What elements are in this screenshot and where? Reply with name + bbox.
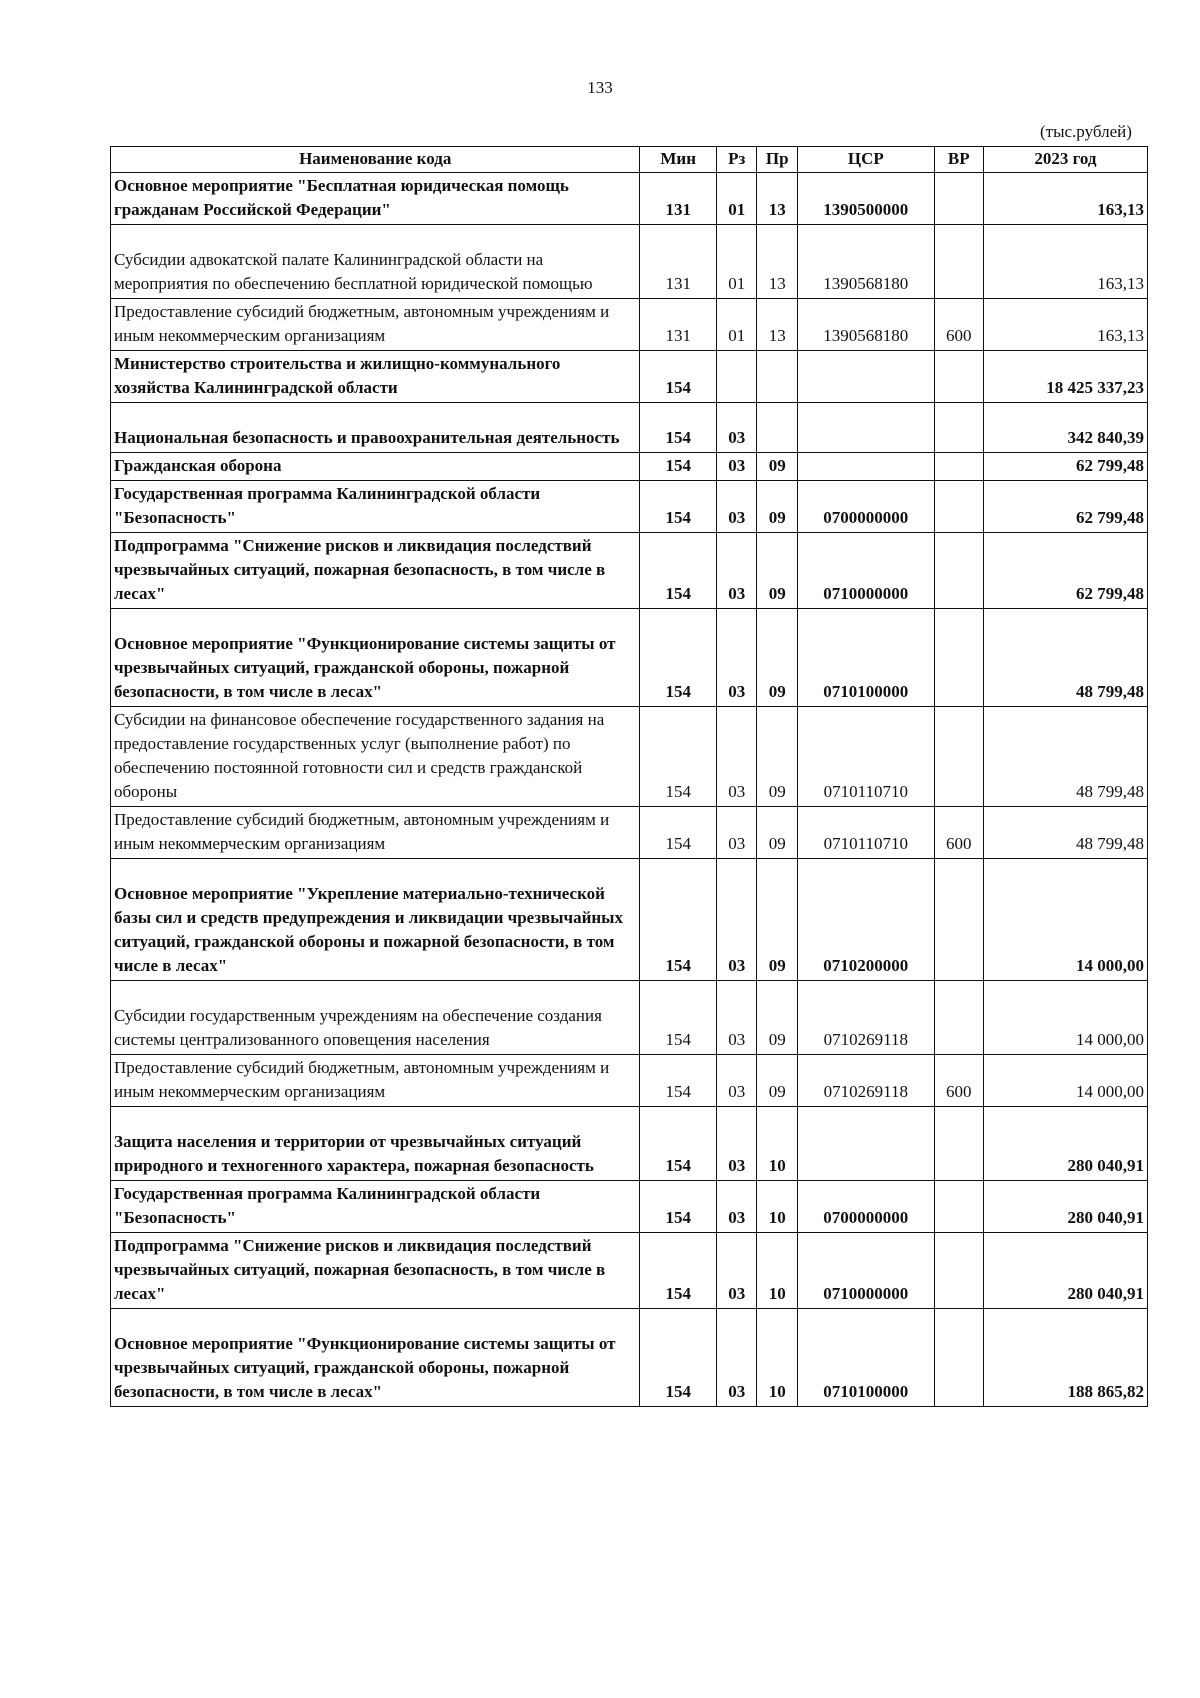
cell-pr: 10 — [757, 1309, 797, 1407]
cell-name: Основное мероприятие "Функционирование системы защиты от чрезвычайных ситуаций, гражданской обороны, пожарной безопасности, в том числе в лесах" — [111, 1309, 640, 1407]
cell-csr: 0700000000 — [797, 1181, 934, 1233]
cell-pr: 09 — [757, 481, 797, 533]
cell-vr — [934, 481, 983, 533]
cell-min: 154 — [640, 807, 717, 859]
table-row — [111, 1233, 1148, 1309]
cell-name: Национальная безопасность и правоохранительная деятельность — [111, 403, 640, 453]
cell-rz: 03 — [717, 1233, 757, 1309]
cell-amount: 62 799,48 — [983, 481, 1147, 533]
units-label: (тыс.рублей) — [1040, 122, 1132, 141]
cell-csr: 0710200000 — [797, 859, 934, 981]
page-number: 133 — [587, 78, 613, 97]
cell-min: 154 — [640, 609, 717, 707]
cell-amount: 163,13 — [983, 173, 1147, 225]
cell-pr: 09 — [757, 453, 797, 481]
cell-amount: 163,13 — [983, 299, 1147, 351]
cell-pr: 09 — [757, 609, 797, 707]
cell-amount: 48 799,48 — [983, 807, 1147, 859]
cell-pr: 09 — [757, 981, 797, 1055]
cell-name: Субсидии адвокатской палате Калининградской области на мероприятия по обеспечению бесплатной юридической помощью — [111, 225, 640, 299]
cell-min: 154 — [640, 1233, 717, 1309]
table-row — [111, 981, 1148, 1055]
cell-pr: 09 — [757, 707, 797, 807]
cell-pr: 09 — [757, 859, 797, 981]
cell-rz: 01 — [717, 299, 757, 351]
table-row — [111, 453, 1148, 481]
cell-name: Основное мероприятие "Укрепление материально-технической базы сил и средств предупреждения и ликвидации чрезвычайных ситуаций, гражданской обороны и пожарной безопасности, в том числе в лесах" — [111, 859, 640, 981]
cell-min: 154 — [640, 707, 717, 807]
cell-min: 154 — [640, 1107, 717, 1181]
cell-amount: 280 040,91 — [983, 1181, 1147, 1233]
cell-amount: 14 000,00 — [983, 981, 1147, 1055]
cell-name: Гражданская оборона — [111, 453, 640, 481]
cell-min: 154 — [640, 859, 717, 981]
table-row — [111, 859, 1148, 981]
cell-vr — [934, 225, 983, 299]
cell-vr — [934, 707, 983, 807]
cell-name: Субсидии государственным учреждениям на обеспечение создания системы централизованного оповещения населения — [111, 981, 640, 1055]
cell-name: Министерство строительства и жилищно-коммунального хозяйства Калининградской области — [111, 351, 640, 403]
cell-amount: 163,13 — [983, 225, 1147, 299]
table-row — [111, 707, 1148, 807]
cell-vr — [934, 1107, 983, 1181]
table-row — [111, 609, 1148, 707]
cell-vr: 600 — [934, 299, 983, 351]
cell-rz: 03 — [717, 453, 757, 481]
cell-csr: 0710000000 — [797, 533, 934, 609]
cell-pr: 13 — [757, 225, 797, 299]
cell-amount: 280 040,91 — [983, 1107, 1147, 1181]
cell-min: 154 — [640, 351, 717, 403]
cell-min: 154 — [640, 981, 717, 1055]
cell-rz: 03 — [717, 981, 757, 1055]
cell-csr: 1390568180 — [797, 299, 934, 351]
cell-rz: 01 — [717, 173, 757, 225]
cell-name: Государственная программа Калининградской области "Безопасность" — [111, 481, 640, 533]
cell-min: 154 — [640, 533, 717, 609]
cell-rz: 03 — [717, 1181, 757, 1233]
cell-vr — [934, 609, 983, 707]
cell-vr — [934, 1233, 983, 1309]
cell-vr — [934, 1309, 983, 1407]
cell-name: Подпрограмма "Снижение рисков и ликвидация последствий чрезвычайных ситуаций, пожарная безопасность, в том числе в лесах" — [111, 533, 640, 609]
cell-rz: 01 — [717, 225, 757, 299]
cell-pr: 09 — [757, 1055, 797, 1107]
cell-vr — [934, 1181, 983, 1233]
cell-amount: 48 799,48 — [983, 707, 1147, 807]
cell-rz: 03 — [717, 609, 757, 707]
cell-amount: 62 799,48 — [983, 533, 1147, 609]
cell-pr: 13 — [757, 173, 797, 225]
cell-vr — [934, 533, 983, 609]
cell-rz: 03 — [717, 1309, 757, 1407]
cell-pr — [757, 351, 797, 403]
header-year: 2023 год — [983, 147, 1147, 173]
header-rz: Рз — [717, 147, 757, 173]
cell-vr — [934, 351, 983, 403]
cell-vr: 600 — [934, 807, 983, 859]
cell-csr: 0710269118 — [797, 981, 934, 1055]
cell-csr: 0710269118 — [797, 1055, 934, 1107]
cell-csr — [797, 403, 934, 453]
cell-csr — [797, 1107, 934, 1181]
cell-csr: 0710110710 — [797, 807, 934, 859]
cell-csr: 0710100000 — [797, 609, 934, 707]
cell-csr: 0710110710 — [797, 707, 934, 807]
cell-amount: 342 840,39 — [983, 403, 1147, 453]
cell-csr: 1390500000 — [797, 173, 934, 225]
cell-min: 154 — [640, 1309, 717, 1407]
cell-min: 131 — [640, 225, 717, 299]
table-row — [111, 351, 1148, 403]
cell-vr — [934, 981, 983, 1055]
cell-rz: 03 — [717, 707, 757, 807]
cell-min: 154 — [640, 403, 717, 453]
cell-name: Предоставление субсидий бюджетным, автономным учреждениям и иным некоммерческим организациям — [111, 299, 640, 351]
cell-vr — [934, 173, 983, 225]
cell-pr: 10 — [757, 1107, 797, 1181]
table-body — [111, 173, 1148, 1407]
cell-min: 154 — [640, 481, 717, 533]
budget-table — [110, 146, 1148, 1407]
table-row — [111, 481, 1148, 533]
cell-amount: 18 425 337,23 — [983, 351, 1147, 403]
cell-vr — [934, 403, 983, 453]
cell-name: Предоставление субсидий бюджетным, автономным учреждениям и иным некоммерческим организациям — [111, 807, 640, 859]
cell-min: 154 — [640, 1181, 717, 1233]
table-row — [111, 225, 1148, 299]
header-csr: ЦСР — [797, 147, 934, 173]
table-row — [111, 403, 1148, 453]
table-row — [111, 807, 1148, 859]
table-row — [111, 173, 1148, 225]
cell-name: Подпрограмма "Снижение рисков и ликвидация последствий чрезвычайных ситуаций, пожарная безопасность, в том числе в лесах" — [111, 1233, 640, 1309]
cell-csr: 0700000000 — [797, 481, 934, 533]
cell-amount: 62 799,48 — [983, 453, 1147, 481]
cell-rz — [717, 351, 757, 403]
table-row — [111, 299, 1148, 351]
cell-pr: 09 — [757, 533, 797, 609]
header-name: Наименование кода — [111, 147, 640, 173]
cell-name: Основное мероприятие "Бесплатная юридическая помощь гражданам Российской Федерации" — [111, 173, 640, 225]
cell-amount: 14 000,00 — [983, 859, 1147, 981]
table-header-row — [111, 147, 1148, 173]
table-row — [111, 1107, 1148, 1181]
table-row — [111, 533, 1148, 609]
header-pr: Пр — [757, 147, 797, 173]
cell-rz: 03 — [717, 533, 757, 609]
cell-pr — [757, 403, 797, 453]
cell-amount: 48 799,48 — [983, 609, 1147, 707]
cell-rz: 03 — [717, 1055, 757, 1107]
cell-csr — [797, 351, 934, 403]
cell-csr: 0710100000 — [797, 1309, 934, 1407]
cell-rz: 03 — [717, 403, 757, 453]
cell-min: 154 — [640, 1055, 717, 1107]
cell-name: Предоставление субсидий бюджетным, автономным учреждениям и иным некоммерческим организациям — [111, 1055, 640, 1107]
cell-name: Государственная программа Калининградской области "Безопасность" — [111, 1181, 640, 1233]
cell-vr: 600 — [934, 1055, 983, 1107]
cell-rz: 03 — [717, 481, 757, 533]
cell-name: Основное мероприятие "Функционирование системы защиты от чрезвычайных ситуаций, гражданской обороны, пожарной безопасности, в том числе в лесах" — [111, 609, 640, 707]
cell-rz: 03 — [717, 807, 757, 859]
cell-pr: 09 — [757, 807, 797, 859]
cell-pr: 10 — [757, 1181, 797, 1233]
table-row — [111, 1309, 1148, 1407]
cell-rz: 03 — [717, 859, 757, 981]
cell-pr: 10 — [757, 1233, 797, 1309]
cell-name: Защита населения и территории от чрезвычайных ситуаций природного и техногенного характера, пожарная безопасность — [111, 1107, 640, 1181]
cell-name: Субсидии на финансовое обеспечение государственного задания на предоставление государственных услуг (выполнение работ) по обеспечению постоянной готовности сил и средств гражданской обороны — [111, 707, 640, 807]
cell-amount: 188 865,82 — [983, 1309, 1147, 1407]
table-row — [111, 1055, 1148, 1107]
cell-csr — [797, 453, 934, 481]
cell-csr: 1390568180 — [797, 225, 934, 299]
cell-min: 131 — [640, 173, 717, 225]
cell-rz: 03 — [717, 1107, 757, 1181]
cell-vr — [934, 859, 983, 981]
header-min: Мин — [640, 147, 717, 173]
table-row — [111, 1181, 1148, 1233]
cell-min: 131 — [640, 299, 717, 351]
cell-amount: 280 040,91 — [983, 1233, 1147, 1309]
cell-pr: 13 — [757, 299, 797, 351]
cell-amount: 14 000,00 — [983, 1055, 1147, 1107]
cell-min: 154 — [640, 453, 717, 481]
cell-vr — [934, 453, 983, 481]
cell-csr: 0710000000 — [797, 1233, 934, 1309]
header-vr: ВР — [934, 147, 983, 173]
